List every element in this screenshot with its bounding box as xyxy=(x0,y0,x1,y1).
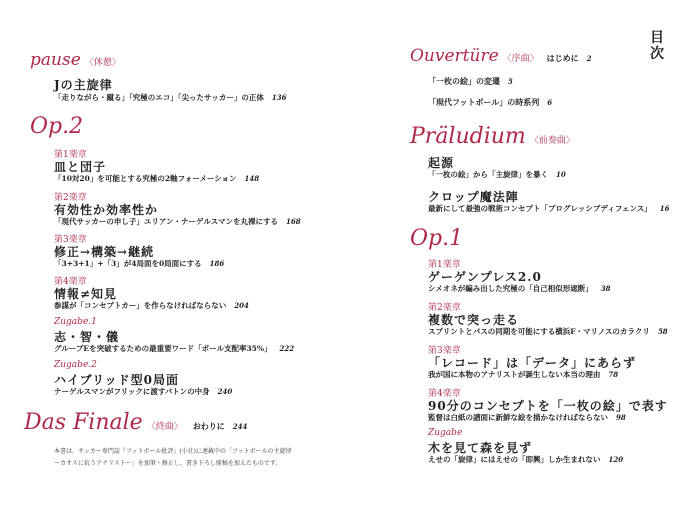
page-number: 38 xyxy=(600,284,611,293)
entry-sub xyxy=(428,454,623,465)
entry-title[interactable]: ハイブリッド型0局面 xyxy=(54,373,180,387)
chapter-label: Zugabe.1 xyxy=(54,317,97,327)
section-jp: 〈前奏曲〉 xyxy=(529,136,575,146)
page-number: 2 xyxy=(586,54,592,63)
chapter-label: Zugabe.2 xyxy=(54,360,97,370)
entry-sub-text: スプリントとパスの同期を可能にする横浜F・マリノスのカラクリ xyxy=(428,327,650,336)
entry-sub-text: えせの「旋律」にはえせの「即興」しか生まれない xyxy=(428,455,601,464)
publication-note xyxy=(54,446,291,470)
entry-sub-text: グループEを突破するための最重要ワード「ボール支配率35%」 xyxy=(54,344,272,353)
entry-sub xyxy=(428,412,626,423)
chapter-label: 第1楽章 xyxy=(428,260,461,270)
note-line: 〜カオスに抗うアナリスト〜」を加筆・修正し、書き下ろし原稿を加えたものです。 xyxy=(54,460,282,467)
entry-title[interactable]: 「レコード」は「データ」にあらず xyxy=(428,356,637,370)
entry-title[interactable]: 90分のコンセプトを「一枚の絵」で表す xyxy=(428,399,668,413)
chapter-label: 第2楽章 xyxy=(428,303,461,313)
entry-title[interactable]: 志・智・儀 xyxy=(54,330,120,344)
section-title-op2: Op.2 xyxy=(30,114,84,139)
section-title: Ouvertüre xyxy=(410,46,499,66)
toc-heading xyxy=(650,30,666,62)
entry-sub xyxy=(428,203,669,214)
entry-title[interactable]: 皿と団子 xyxy=(54,160,107,174)
entry-title[interactable]: Jの主旋律 xyxy=(54,78,113,92)
toc-heading-char: 目 xyxy=(650,30,664,46)
entry-sub xyxy=(428,169,566,180)
page-number: 10 xyxy=(556,170,566,179)
entry-sub-text: 「走りながら・蹴る」「究極のエコ」「尖ったサッカー」の正体 xyxy=(54,93,264,102)
entry-title[interactable]: おわりに xyxy=(192,421,225,431)
entry-title[interactable]: クロップ魔法陣 xyxy=(428,190,519,204)
toc-heading-char: 次 xyxy=(650,46,664,62)
entry-title[interactable]: 木を見て森を見ず xyxy=(428,441,533,455)
page-number: 136 xyxy=(271,93,287,102)
section-title: Präludium xyxy=(410,124,526,149)
entry-title[interactable]: 修正→構築→継続 xyxy=(54,245,155,259)
entry-sub xyxy=(428,326,668,337)
chapter-label: 第2楽章 xyxy=(54,193,87,203)
page-number: 58 xyxy=(657,327,668,336)
chapter-label: 第4楽章 xyxy=(54,277,87,287)
section-jp: 〈序曲〉 xyxy=(502,54,539,64)
page-number: 204 xyxy=(234,301,249,310)
section-title: pause xyxy=(30,50,81,70)
page-number: 78 xyxy=(608,370,619,379)
entry-sub xyxy=(54,258,224,269)
entry-sub-text: ナーゲルスマンがフリックに渡すバトンの中身 xyxy=(54,387,210,396)
section-jp: 〈休憩〉 xyxy=(84,58,121,68)
page-number: 6 xyxy=(547,98,553,107)
page-number: 186 xyxy=(209,259,225,268)
chapter-label: Zugabe xyxy=(428,428,463,438)
entry-sub xyxy=(54,386,232,397)
entry-title[interactable]: はじめに xyxy=(546,53,579,63)
section-praludium xyxy=(410,124,575,149)
page-number: 244 xyxy=(232,422,248,431)
entry-sub xyxy=(54,216,301,227)
entry-sub xyxy=(54,300,249,311)
entry-sub xyxy=(428,369,618,380)
page-number: 168 xyxy=(286,217,301,226)
entry-title: 「一枚の絵」の変遷 xyxy=(428,76,500,86)
chapter-label: 第4楽章 xyxy=(428,389,461,399)
page-number: 148 xyxy=(244,174,260,183)
entry-sub xyxy=(428,283,610,294)
entry-sub-text: 「現代サッカーの申し子」ユリアン・ナーゲルスマンを丸裸にする xyxy=(54,217,279,226)
note-line: 本書は、サッカー専門誌『フットボール批評』(小社)に連載中の「フットボールの主旋律 xyxy=(54,448,292,455)
page-number: 98 xyxy=(616,413,626,422)
section-pause xyxy=(30,50,121,70)
entry-title[interactable]: 複数で突っ走る xyxy=(428,313,520,327)
entry-title[interactable]: 起源 xyxy=(428,156,455,170)
entry-sub-text: 我が国に本物のアナリストが誕生しない本当の理由 xyxy=(428,370,601,379)
entry-sub-text: 「10対20」を可能とする究極の2軸フォーメーション xyxy=(54,174,237,183)
page-number: 222 xyxy=(279,344,295,353)
page-number: 5 xyxy=(508,77,513,86)
entry-sub xyxy=(54,173,259,184)
entry-sub-text: 「3+3+1」+「3」が4局面を0局面にする xyxy=(54,259,202,268)
section-jp: 〈終曲〉 xyxy=(146,422,183,432)
entry-title[interactable]: 情報≠知見 xyxy=(54,287,118,301)
entry-sub-text: 参謀が「コンセプトカー」を作らなければならない xyxy=(54,301,227,310)
entry-title[interactable]: 有効性か効率性か xyxy=(54,203,159,217)
entry-sub-text: 監督は白紙の譜面に新鮮な絵を描かなければならない xyxy=(428,413,608,422)
entry[interactable] xyxy=(428,97,552,108)
entry-title: 「現代フットボール」の時系列 xyxy=(428,97,540,107)
entry[interactable] xyxy=(428,76,513,87)
entry-sub xyxy=(54,343,294,354)
entry-sub xyxy=(54,92,286,103)
section-title: Das Finale xyxy=(24,410,143,435)
page-number: 120 xyxy=(608,455,624,464)
entry-sub-text: 「一枚の絵」から「主旋律」を暴く xyxy=(428,170,548,179)
entry-title[interactable]: ゲーゲンプレス2.0 xyxy=(428,270,542,284)
chapter-label: 第3楽章 xyxy=(54,235,87,245)
page-number: 16 xyxy=(659,204,670,213)
section-finale xyxy=(24,410,247,435)
section-title-op1: Op.1 xyxy=(410,226,464,251)
section-ouverture xyxy=(410,46,592,66)
page-number: 240 xyxy=(217,387,233,396)
entry-sub-text: シメオネが編み出した究極の「自己相似形遮断」 xyxy=(428,284,593,293)
entry-sub-text: 最新にして最強の戦術コンセプト「プログレッシブディフェンス」 xyxy=(428,204,652,213)
chapter-label: 第3楽章 xyxy=(428,346,461,356)
chapter-label: 第1楽章 xyxy=(54,150,87,160)
